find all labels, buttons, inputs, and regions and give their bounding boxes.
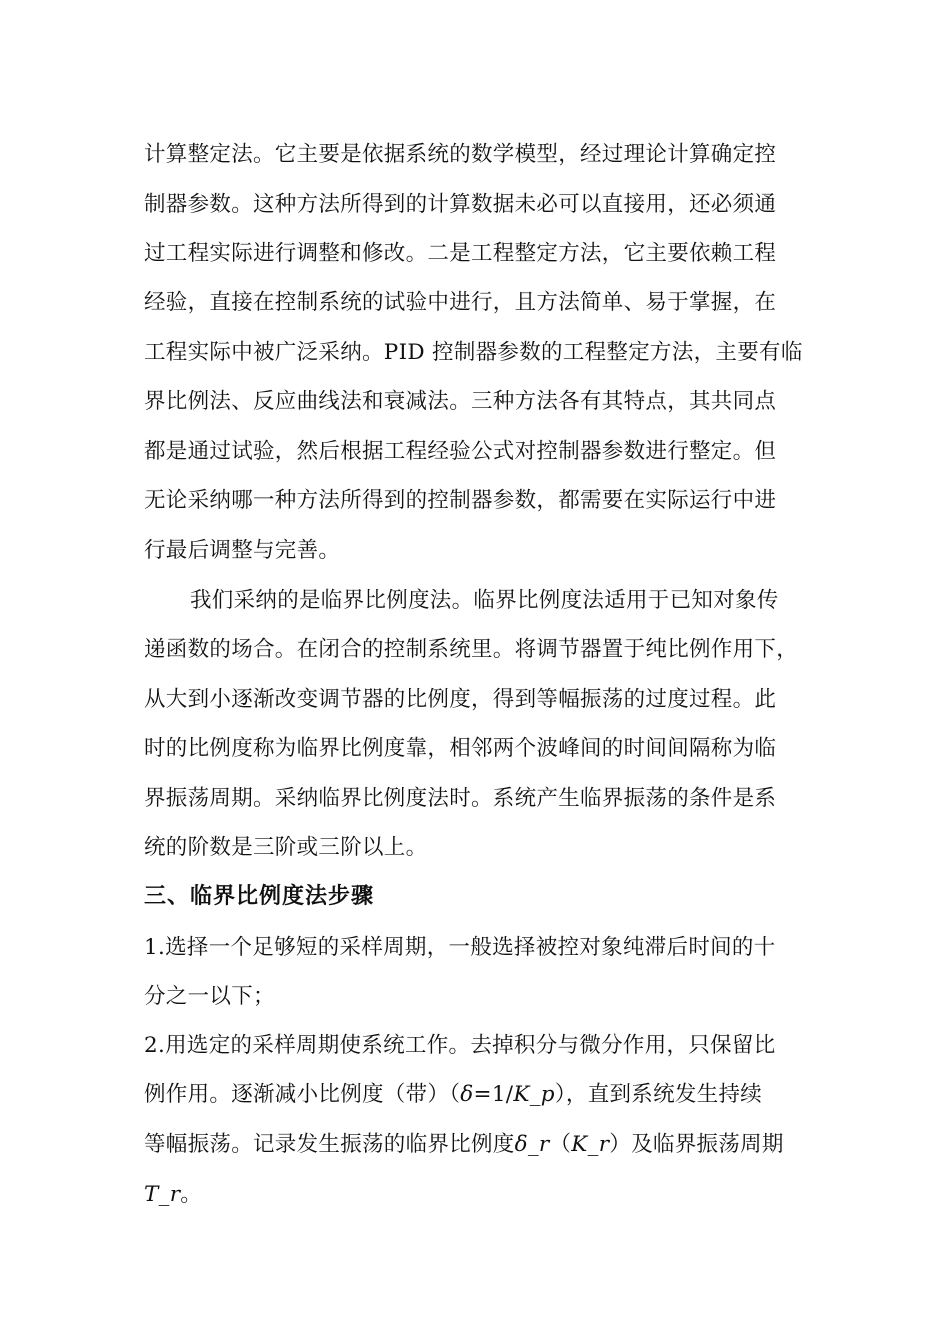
step-1-line-1: 1.选择一个足够短的采样周期，一般选择被控对象纯滞后时间的十 (144, 935, 776, 960)
step-2-line-3-text-b: （ (549, 1132, 572, 1157)
step-2-line-2-text-b: =1/ (473, 1082, 514, 1107)
step-1-line-2: 分之一以下； (144, 984, 275, 1009)
kp-symbol: K_p (513, 1082, 555, 1107)
delta-r-symbol: δ_r (514, 1132, 550, 1157)
paragraph-2-line-5: 界振荡周期。采纳临界比例度法时。系统产生临界振荡的条件是系 (144, 786, 777, 811)
paragraph-2-line-2: 递函数的场合。在闭合的控制系统里。将调节器置于纯比例作用下， (144, 637, 799, 662)
paragraph-1-line-6: 界比例法、反应曲线法和衰减法。三种方法各有其特点，其共同点 (144, 389, 777, 414)
paragraph-1-line-2: 制器参数。这种方法所得到的计算数据未必可以直接用，还必须通 (144, 192, 777, 217)
step-2-line-3 (144, 1130, 844, 1160)
delta-symbol: δ (460, 1082, 474, 1107)
step-2-line-2 (144, 1080, 844, 1110)
step-2-line-2-text-c: ），直到系统发生持续 (554, 1082, 763, 1107)
section-heading: 三、临界比例度法步骤 (144, 884, 375, 909)
kr-symbol: K_r (571, 1132, 610, 1157)
step-2-line-3-text-c: ）及临界振荡周期 (609, 1132, 784, 1157)
step-2-line-2-text-a: 例作用。逐渐减小比例度（带）（ (144, 1082, 461, 1107)
tr-symbol: T_r (144, 1182, 181, 1207)
paragraph-1-line-3: 过工程实际进行调整和修改。二是工程整定方法，它主要依赖工程 (144, 241, 777, 266)
step-2-line-3-text-a: 等幅振荡。记录发生振荡的临界比例度 (144, 1132, 515, 1157)
step-2-line-1: 2.用选定的采样周期使系统工作。去掉积分与微分作用，只保留比 (144, 1033, 776, 1058)
paragraph-1-line-9: 行最后调整与完善。 (144, 538, 341, 563)
paragraph-2-line-3: 从大到小逐渐改变调节器的比例度，得到等幅振荡的过度过程。此 (144, 687, 777, 712)
paragraph-1-line-5: 工程实际中被广泛采纳。PID 控制器参数的工程整定方法，主要有临 (144, 340, 803, 365)
paragraph-1-line-4: 经验，直接在控制系统的试验中进行，且方法简单、易于掌握，在 (144, 290, 777, 315)
paragraph-1-line-8: 无论采纳哪一种方法所得到的控制器参数，都需要在实际运行中进 (144, 488, 777, 513)
step-2-line-4-end: 。 (180, 1182, 203, 1207)
paragraph-2-line-1: 我们采纳的是临界比例度法。临界比例度法适用于已知对象传 (190, 588, 779, 613)
paragraph-1-line-7: 都是通过试验，然后根据工程经验公式对控制器参数进行整定。但 (144, 439, 777, 464)
step-2-line-4 (144, 1180, 844, 1210)
paragraph-1-line-1: 计算整定法。它主要是依据系统的数学模型，经过理论计算确定控 (144, 142, 777, 167)
paragraph-2-line-4: 时的比例度称为临界比例度靠，相邻两个波峰间的时间间隔称为临 (144, 736, 777, 761)
paragraph-2-line-6: 统的阶数是三阶或三阶以上。 (144, 835, 428, 860)
